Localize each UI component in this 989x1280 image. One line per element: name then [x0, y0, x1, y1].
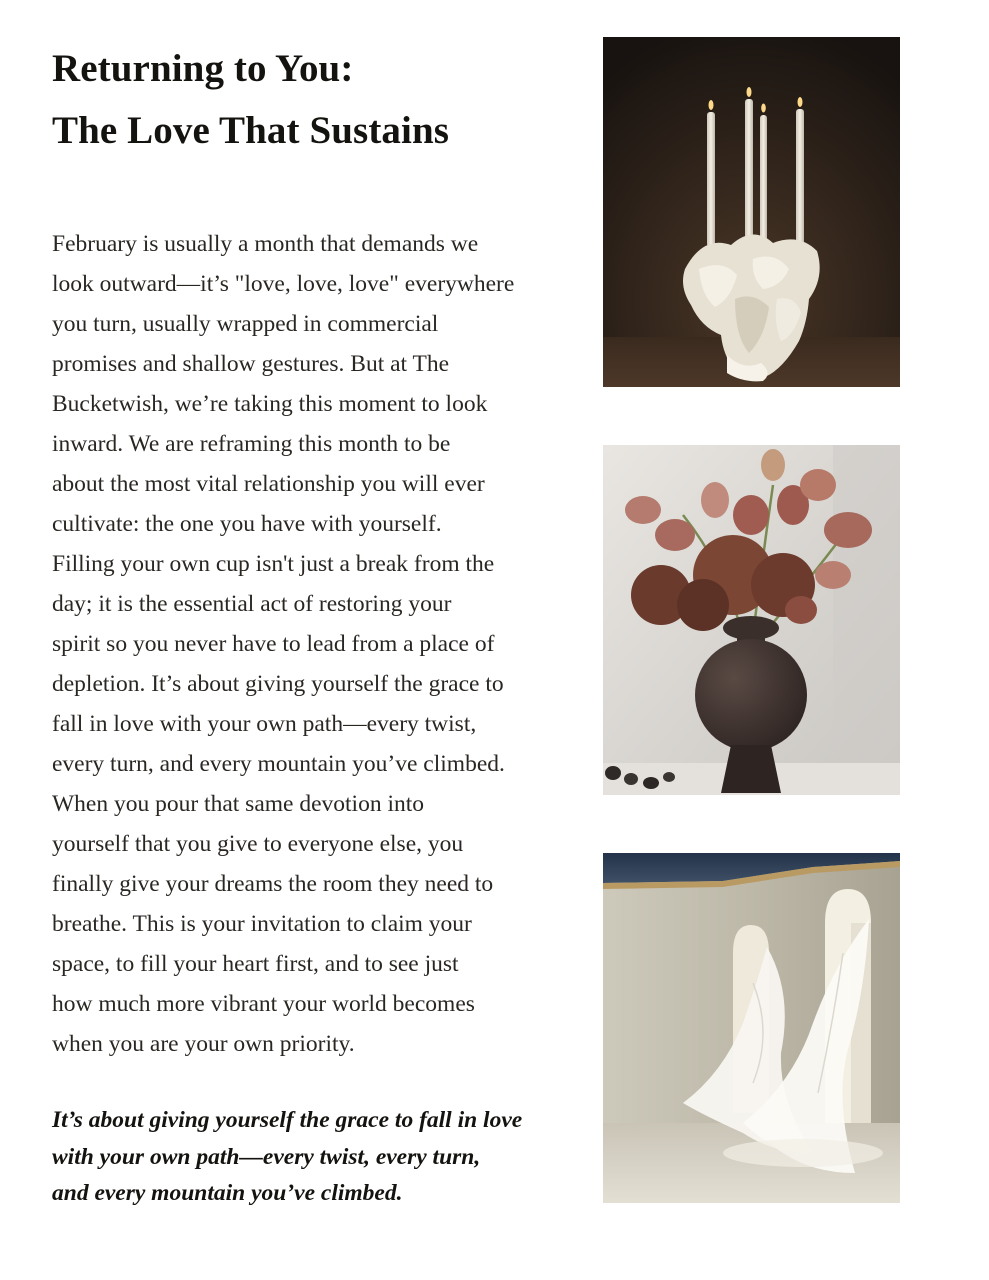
candles-illustration [603, 37, 900, 387]
tulips-illustration [603, 445, 900, 795]
pull-quote: It’s about giving yourself the grace to fall in love with your own path—every twist, every turn, and every mountain you’ve climbed. [52, 1107, 523, 1206]
page-title [52, 38, 572, 162]
candles-photo [603, 37, 900, 387]
title-line-2: The Love That Sustains [52, 109, 450, 152]
title-line-1: Returning to You: [52, 47, 354, 90]
tulips-photo [603, 445, 900, 795]
curtains-photo [603, 853, 900, 1203]
article-body: February is usually a month that demands we look outward—it’s "love, love, love" everywhere you turn, usually wrapped in commercial promises and shallow gestures. But at The Bucketwish, we’re taking this moment to look inward. We are reframing this month to be about the most vital relationship you will ever cultivate: the one you have with yourself. Filling your own cup isn't just a break from the day; it is the essential act of restoring your spirit so you never have to lead from a place of depletion. It’s about giving yourself the grace to fall in love with your own path—every twist, every turn, and every mountain you’ve climbed. When you pour that same devotion into yourself that you give to everyone else, you finally give your dreams the room they need to breathe. This is your invitation to claim your space, to fill your heart first, and to see just how much more vibrant your world becomes when you are your own priority. [52, 231, 515, 1057]
curtains-illustration [603, 853, 900, 1203]
